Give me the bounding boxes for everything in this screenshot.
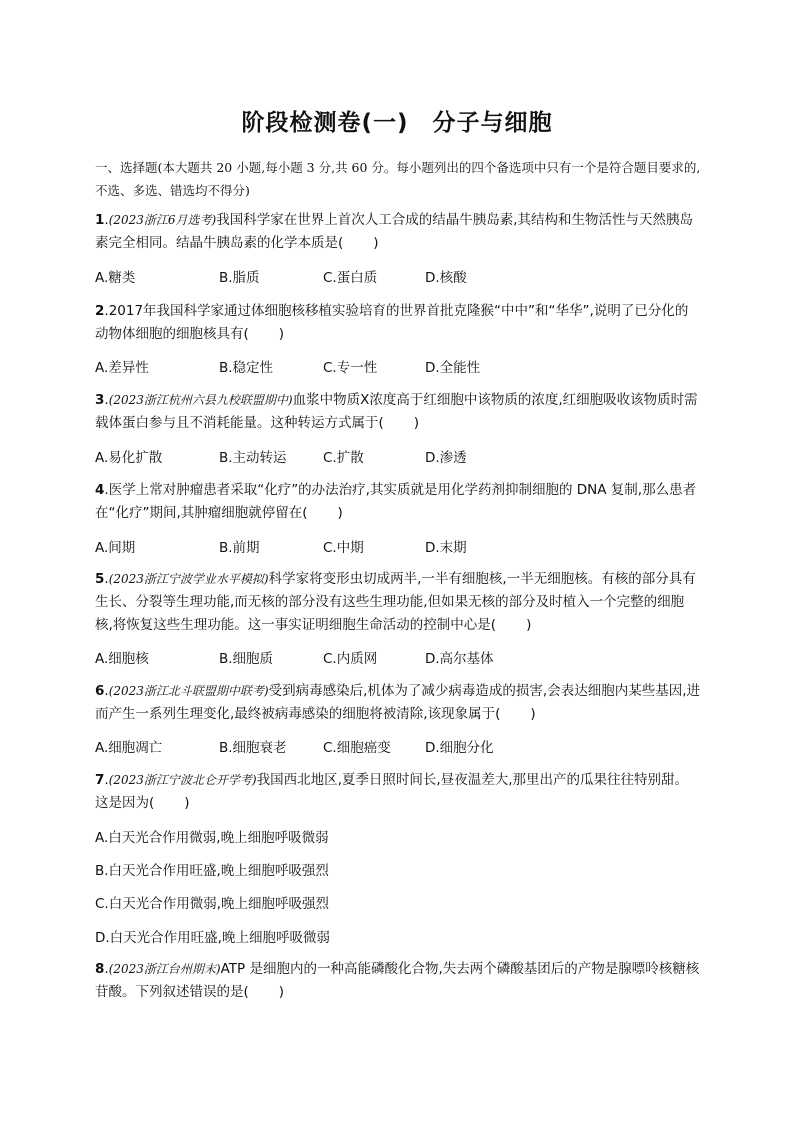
option-d: D.高尔基体 — [425, 651, 494, 667]
option-a: A.白天光合作用微弱,晚上细胞呼吸微弱 — [95, 830, 329, 846]
option-c: C.专一性 — [323, 360, 378, 376]
question-source: (2023浙江杭州六县九校联盟期中) — [108, 393, 293, 407]
option-b: B.主动转运 — [219, 450, 287, 466]
question-text: 我国科学家在世界上首次人工合成的结晶牛胰岛素,其结构和生物活性与天然胰岛素完全相同。结晶牛胰岛素的化学本质是( — [95, 212, 694, 251]
question-6: 6.(2023浙江北斗联盟期中联考)受到病毒感染后,机体为了减少病毒造成的损害,会表达细胞内某些基因,进而产生一系列生理变化,最终被病毒感染的细胞将被清除,该现象属于( ) — [95, 683, 700, 722]
option-b: B.白天光合作用旺盛,晚上细胞呼吸强烈 — [95, 863, 329, 879]
question-number: 1 — [95, 212, 105, 228]
question-text: .2017年我国科学家通过体细胞核移植实验培育的世界首批克隆猴“中中”和“华华”,说明了已分化的动物体细胞的细胞核具有( — [95, 303, 689, 342]
question-source: (2023浙江宁波学业水平模拟) — [108, 572, 269, 586]
page-title: 阶段检测卷(一) 分子与细胞 — [241, 110, 553, 136]
options-6 — [95, 736, 701, 758]
question-3: 3.(2023浙江杭州六县九校联盟期中)血浆中物质X浓度高于红细胞中该物质的浓度,红细胞吸收该物质时需载体蛋白参与且不消耗能量。这种转运方式属于( ) — [95, 392, 698, 431]
question-text: 受到病毒感染后,机体为了减少病毒造成的损害,会表达细胞内某些基因,进而产生一系列生理变化,最终被病毒感染的细胞将被清除,该现象属于( — [95, 683, 700, 722]
option-a: A.细胞凋亡 — [95, 740, 163, 756]
question-text: 血浆中物质X浓度高于红细胞中该物质的浓度,红细胞吸收该物质时需载体蛋白参与且不消耗能量。这种转运方式属于( — [95, 392, 698, 431]
options-2 — [95, 356, 701, 378]
question-source: (2023浙江台州期末) — [108, 962, 221, 976]
question-text: .医学上常对肿瘤患者采取“化疗”的办法治疗,其实质就是用化学药剂抑制细胞的 DNA 复制,那么患者在“化疗”期间,其肿瘤细胞就停留在( — [95, 482, 697, 521]
option-b: B.稳定性 — [219, 360, 274, 376]
option-c: C.扩散 — [323, 450, 364, 466]
question-text: ATP 是细胞内的一种高能磷酸化合物,失去两个磷酸基团后的产物是腺嘌呤核糖核苷酸。下列叙述错误的是( — [95, 961, 700, 1000]
options-4 — [95, 536, 701, 558]
option-b: B.细胞衰老 — [219, 740, 287, 756]
question-5: 5.(2023浙江宁波学业水平模拟)科学家将变形虫切成两半,一半有细胞核,一半无细胞核。有核的部分具有生长、分裂等生理功能,而无核的部分没有这些生理功能,但如果无核的部分及时植入一个完整的细胞核,将恢复这些生理功能。这一事实证明细胞生命活动的控制中心是( ) — [95, 571, 696, 633]
question-number: 4 — [95, 482, 105, 498]
option-d: D.全能性 — [425, 360, 481, 376]
option-a: A.差异性 — [95, 360, 149, 376]
question-number: 3 — [95, 392, 105, 408]
question-source: (2023浙江6月选考) — [108, 213, 217, 227]
question-source: (2023浙江北斗联盟期中联考) — [108, 684, 269, 698]
option-c: C.中期 — [323, 540, 364, 556]
option-d: D.渗透 — [425, 450, 467, 466]
question-text: 我国西北地区,夏季日照时间长,昼夜温差大,那里出产的瓜果往往特别甜。这是因为( — [95, 772, 688, 811]
option-a: A.易化扩散 — [95, 450, 163, 466]
option-c: C.白天光合作用微弱,晚上细胞呼吸强烈 — [95, 896, 330, 912]
question-2: 2.2017年我国科学家通过体细胞核移植实验培育的世界首批克隆猴“中中”和“华华”,说明了已分化的动物体细胞的细胞核具有( ) — [95, 303, 689, 342]
option-d: D.核酸 — [425, 270, 467, 286]
question-text: 科学家将变形虫切成两半,一半有细胞核,一半无细胞核。有核的部分具有生长、分裂等生理功能,而无核的部分没有这些生理功能,但如果无核的部分及时植入一个完整的细胞核,将恢复这些生理功能。这一事实证明细胞生命活动的控制中心是( — [95, 571, 696, 633]
option-a: A.糖类 — [95, 270, 136, 286]
option-b: B.前期 — [219, 540, 260, 556]
question-number: 6 — [95, 683, 105, 699]
option-a: A.间期 — [95, 540, 136, 556]
option-c: C.细胞癌变 — [323, 740, 391, 756]
question-7: 7.(2023浙江宁波北仑开学考)我国西北地区,夏季日照时间长,昼夜温差大,那里出产的瓜果往往特别甜。这是因为( ) — [95, 772, 688, 811]
section-instructions: 一、选择题(本大题共 20 小题,每小题 3 分,共 60 分。每小题列出的四个备选项中只有一个是符合题目要求的,不选、多选、错选均不得分) — [95, 160, 701, 198]
option-b: B.脂质 — [219, 270, 260, 286]
options-1 — [95, 266, 701, 288]
question-number: 7 — [95, 772, 105, 788]
question-1: 1.(2023浙江6月选考)我国科学家在世界上首次人工合成的结晶牛胰岛素,其结构和生物活性与天然胰岛素完全相同。结晶牛胰岛素的化学本质是( ) — [95, 212, 694, 251]
question-4: 4.医学上常对肿瘤患者采取“化疗”的办法治疗,其实质就是用化学药剂抑制细胞的 DNA 复制,那么患者在“化疗”期间,其肿瘤细胞就停留在( ) — [95, 482, 697, 521]
option-d: D.白天光合作用旺盛,晚上细胞呼吸微弱 — [95, 930, 330, 946]
option-c: C.内质网 — [323, 651, 378, 667]
question-8: 8.(2023浙江台州期末)ATP 是细胞内的一种高能磷酸化合物,失去两个磷酸基团后的产物是腺嘌呤核糖核苷酸。下列叙述错误的是( ) — [95, 961, 700, 1000]
question-source: (2023浙江宁波北仑开学考) — [108, 773, 257, 787]
option-d: D.细胞分化 — [425, 740, 494, 756]
option-d: D.末期 — [425, 540, 467, 556]
question-number: 5 — [95, 571, 105, 587]
option-a: A.细胞核 — [95, 651, 149, 667]
option-c: C.蛋白质 — [323, 270, 378, 286]
option-b: B.细胞质 — [219, 651, 274, 667]
options-3 — [95, 446, 701, 468]
options-5 — [95, 647, 701, 669]
question-number: 8 — [95, 961, 105, 977]
question-number: 2 — [95, 303, 105, 319]
